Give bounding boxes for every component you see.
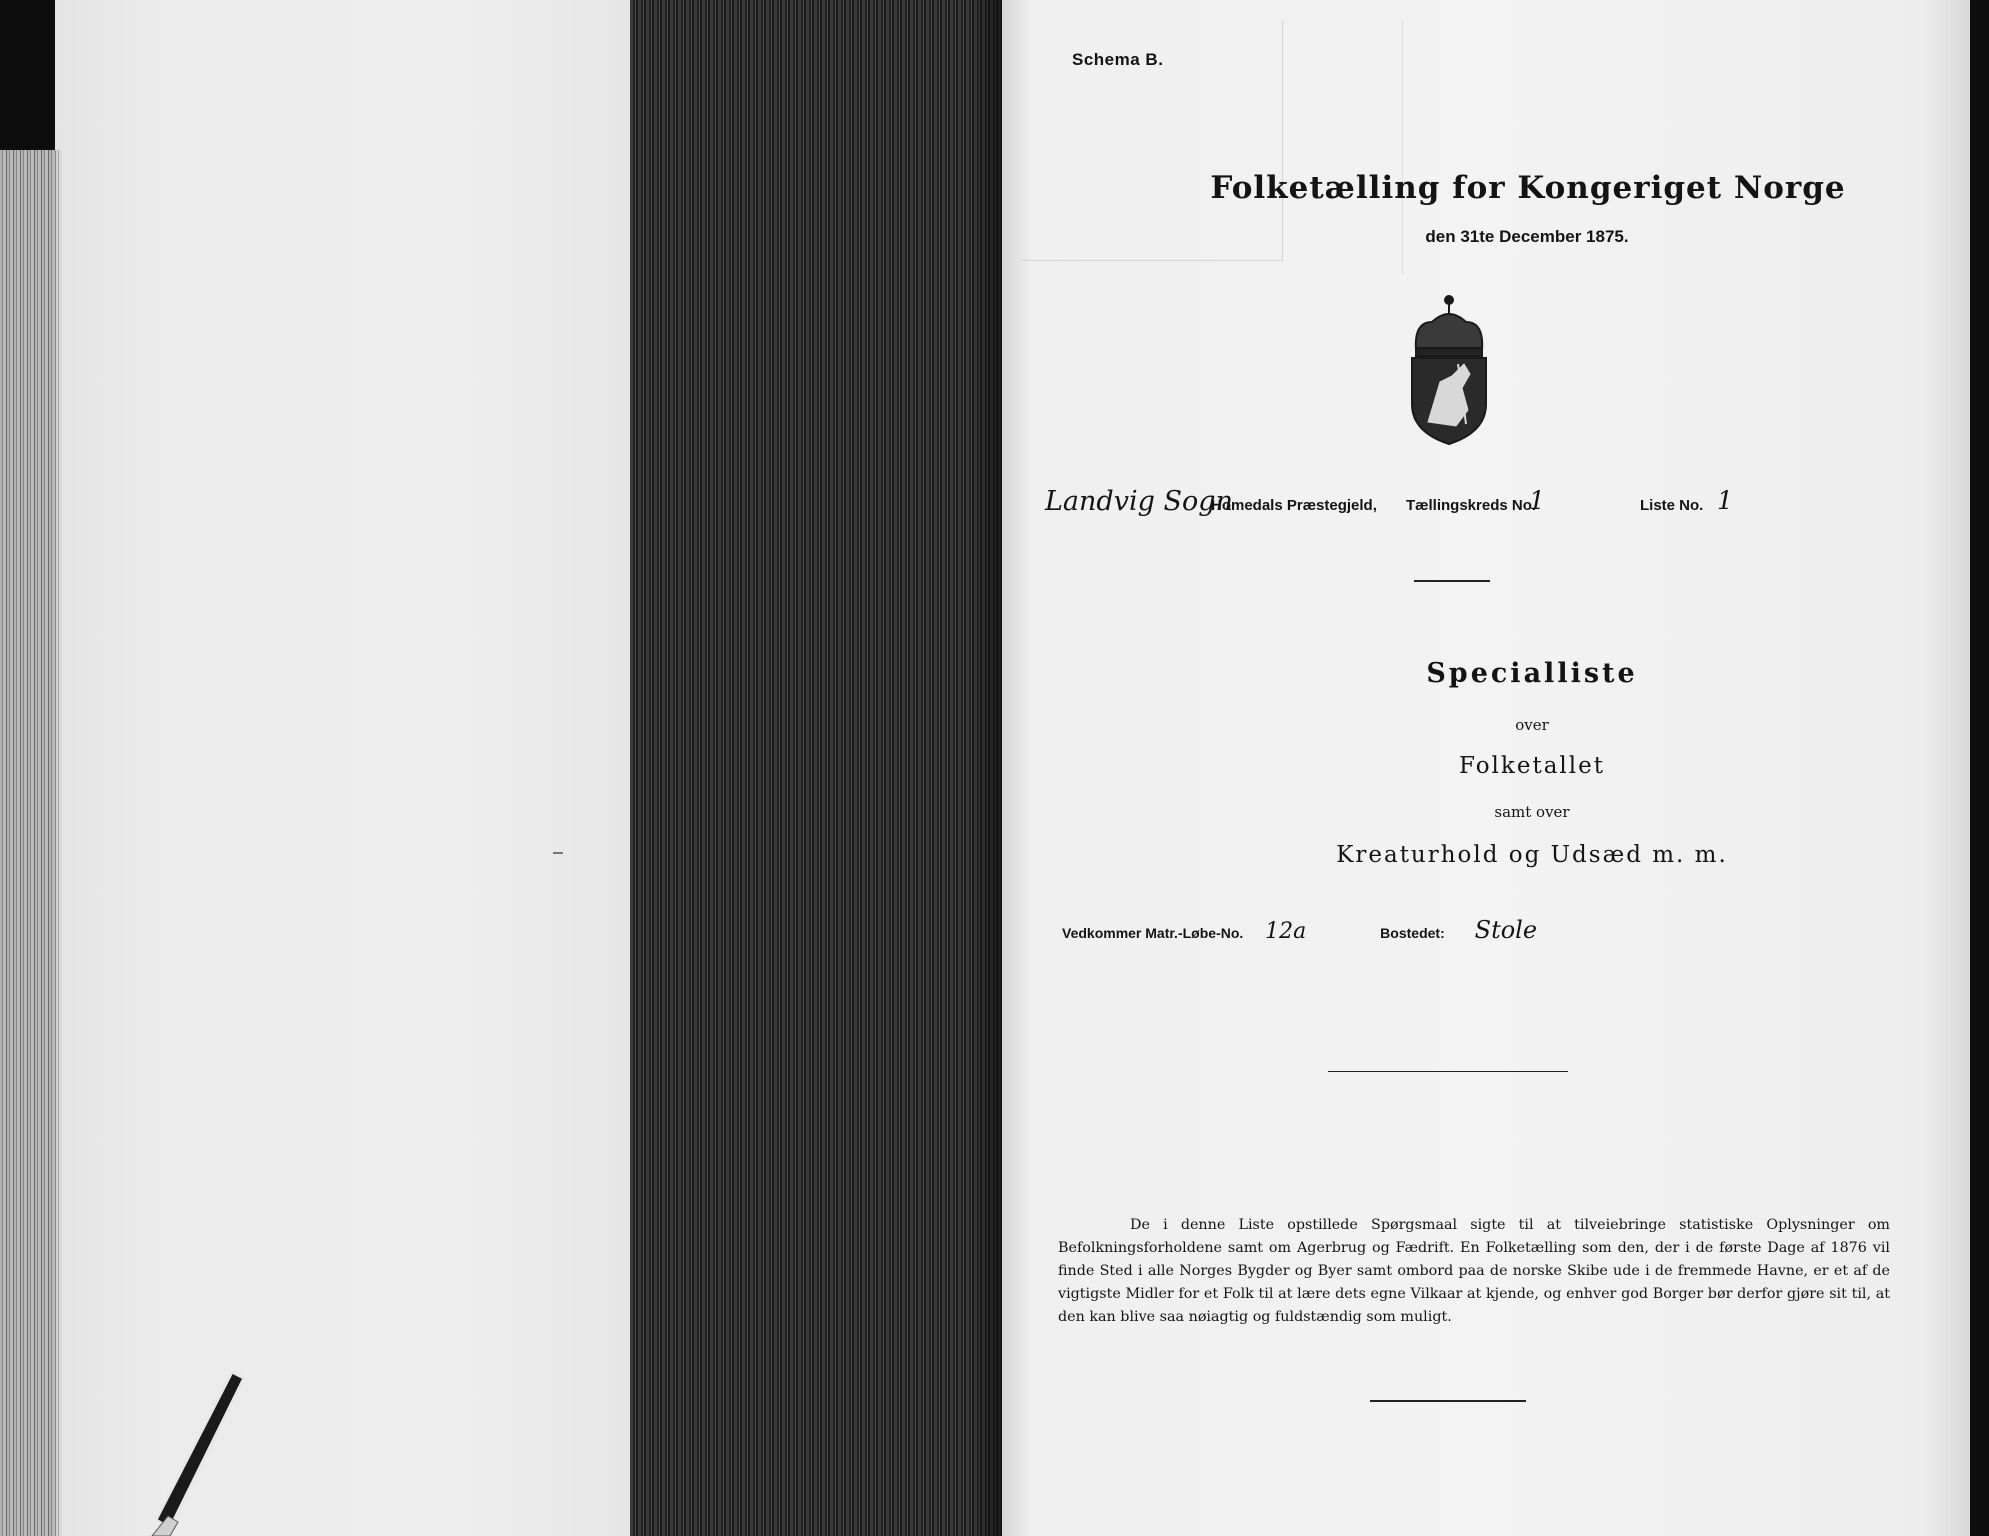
- matr-label: Vedkommer Matr.-Løbe-No.: [1062, 925, 1244, 941]
- binding-shadow: [970, 0, 1002, 1536]
- list-value: 1: [1717, 486, 1733, 515]
- matr-value: 12a: [1265, 919, 1307, 944]
- kreaturhold-text: Kreaturhold og Udsæd m. m.: [1336, 842, 1728, 868]
- folketallet-text: Folketallet: [1459, 753, 1605, 779]
- schema-label: Schema B.: [1072, 50, 1164, 69]
- over-text: over: [1515, 716, 1549, 734]
- district-line: [1045, 486, 1945, 520]
- divider-3: [1370, 1400, 1526, 1402]
- pencil-mark: [553, 852, 563, 854]
- census-title: Folketælling for Kongeriget Norge: [1210, 170, 1846, 206]
- explanatory-note: [1058, 1214, 1890, 1329]
- census-date: den 31te December 1875.: [1425, 227, 1629, 246]
- handwritten-sogn: Landvig Sogn: [1045, 486, 1233, 517]
- divider-1: [1414, 580, 1490, 582]
- bostedet-value: Stole: [1474, 916, 1538, 944]
- samt-over-text: samt over: [1494, 803, 1570, 821]
- list-label: Liste No.: [1640, 497, 1704, 514]
- census-district-label: Tællingskreds No.: [1406, 497, 1537, 514]
- explanatory-text: De i denne Liste opstillede Spørgsmaal sigte til at tilveiebringe statistiske Oplysninger om Befolkningsforholdene samt om Agerbrug og Fædrift. En Folketælling som den, der i de første Dage af 1876 vil finde Sted i alle Norges Bygder og Byer samt ombord paa de norske Skibe ude i de fremmede Havne, er et af de vigtigste Midler for et Folk til at lære dets egne Vilkaar at kjende, og enhver god Borger bør derfor gjøre sit til, at den kan blive saa nøiagtig og fuldstændig som muligt.: [1058, 1217, 1890, 1325]
- special-list-title: Specialliste: [1426, 658, 1638, 689]
- book-binding: [630, 0, 1002, 1536]
- matr-line: [1062, 916, 1537, 944]
- coat-of-arms-icon: [1406, 292, 1492, 448]
- document-page: [1002, 0, 1970, 1536]
- parish-label: Homedals Præstegjeld,: [1211, 497, 1377, 514]
- bostedet-label: Bostedet:: [1380, 925, 1445, 941]
- left-blank-page: [55, 0, 630, 1536]
- pen-icon: [140, 1368, 250, 1536]
- left-page-edge: [0, 150, 62, 1536]
- census-district-value: 1: [1529, 486, 1545, 515]
- divider-2: [1328, 1071, 1568, 1072]
